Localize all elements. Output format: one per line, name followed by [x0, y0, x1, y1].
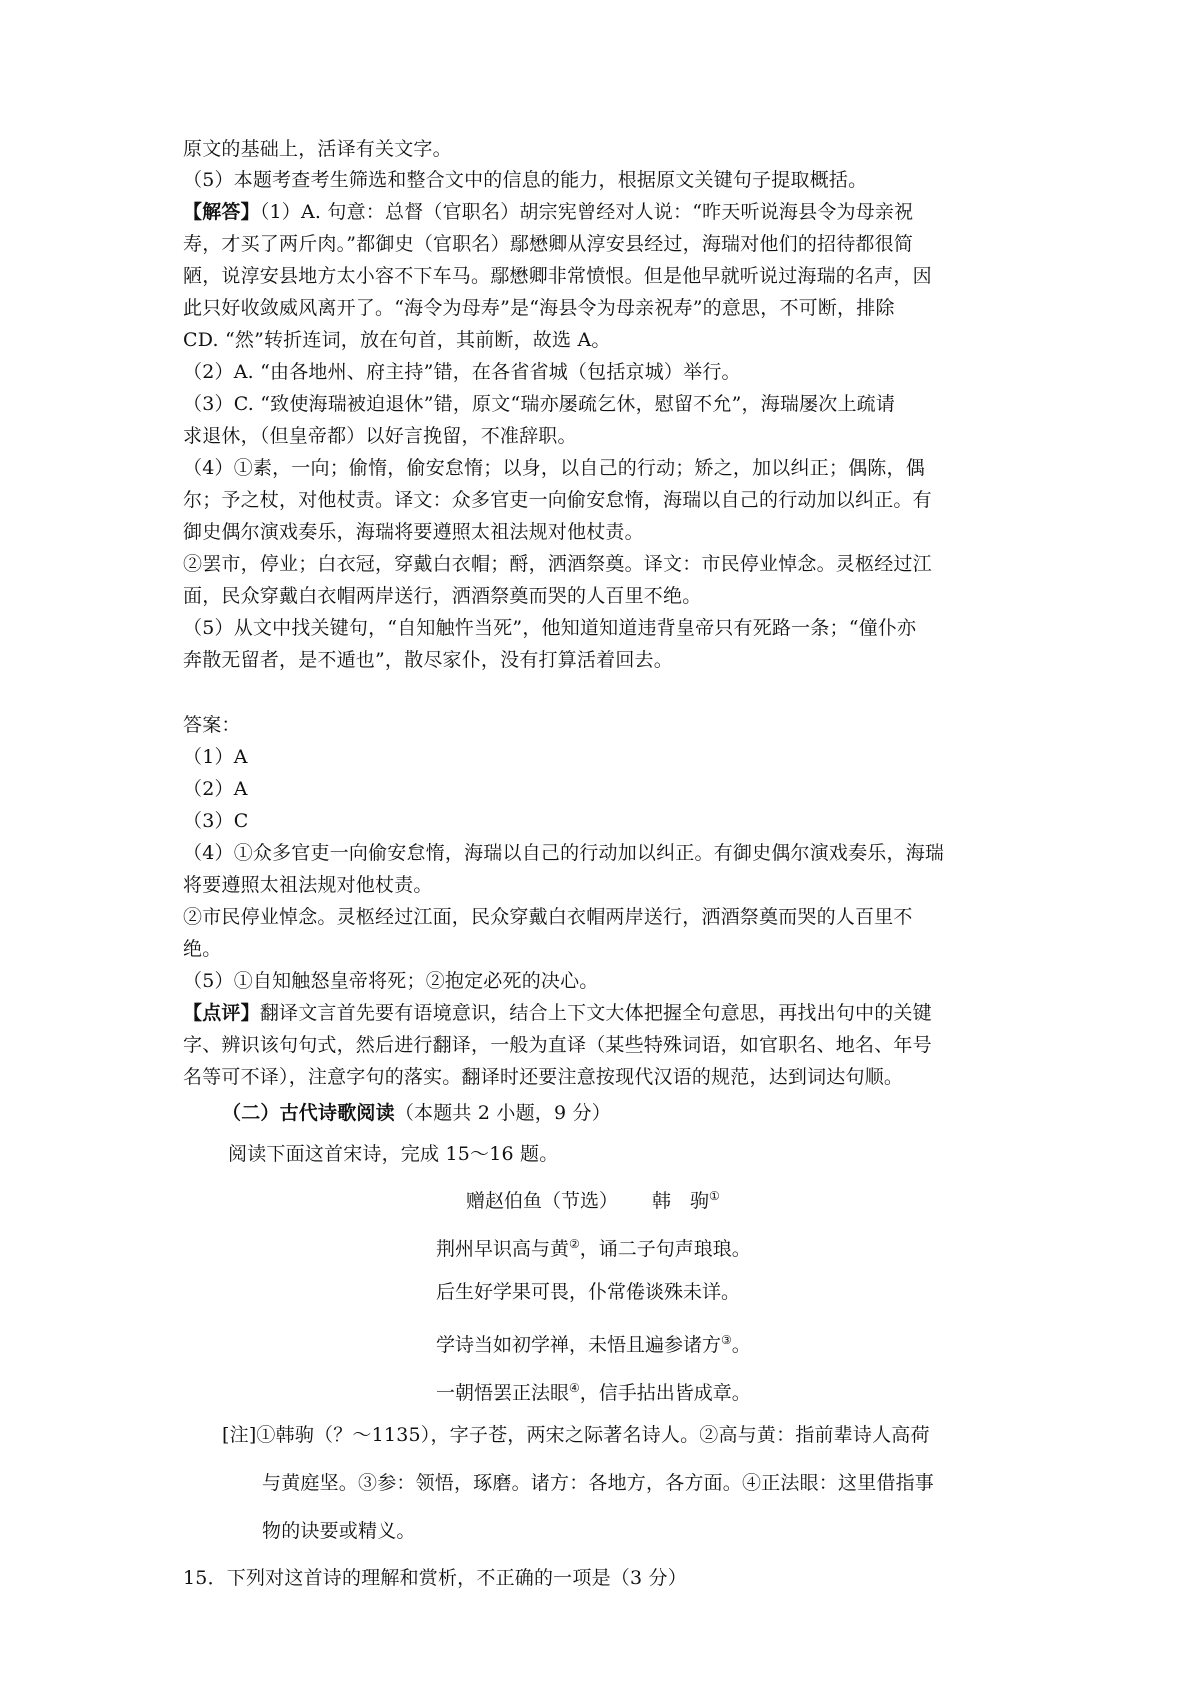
answer-item: 将要遵照太祖法规对他杖责。 — [183, 874, 433, 896]
analysis-line: 御史偶尔演戏奏乐，海瑞将要遵照太祖法规对他杖责。 — [183, 521, 644, 543]
poem-title-line — [466, 1182, 720, 1210]
analysis-line: 陋，说淳安县地方太小容不下车马。鄢懋卿非常愤恨。但是他早就听说过海瑞的名声，因 — [183, 265, 932, 287]
comment-line: 字、辨识该句句式，然后进行翻译，一般为直译（某些特殊词语，如官职名、地名、年号 — [183, 1034, 932, 1056]
answer-label: 【解答】 — [183, 201, 260, 223]
comment-label: 【点评】 — [183, 1002, 260, 1024]
poem-line: 后生好学果可畏，仆常倦谈殊未详。 — [436, 1281, 741, 1303]
answer-item: （3）C — [183, 810, 249, 832]
note-line: 物的诀要或精义。 — [262, 1520, 416, 1542]
comment-line — [183, 999, 932, 1027]
analysis-line: 寿，才买了两斤肉。”都御史（官职名）鄢懋卿从淳安县经过，海瑞对他们的招待都很简 — [183, 233, 914, 255]
poem-line-text: ，信手拈出皆成章。 — [579, 1382, 751, 1404]
poem-line-text: 一朝悟罢正法眼 — [436, 1382, 570, 1404]
analysis-line: 原文的基础上，活译有关文字。 — [183, 138, 452, 160]
analysis-line: （5）从文中找关键句，“自知触忤当死”，他知道知道违背皇帝只有死路一条；“僮仆亦 — [183, 617, 917, 639]
analysis-line: ②罢市，停业；白衣冠，穿戴白衣帽；酹，洒酒祭奠。译文：市民停业悼念。灵柩经过江 — [183, 553, 932, 575]
comment-text: 翻译文言首先要有语境意识，结合上下文大体把握全句意思，再找出句中的关键 — [259, 1002, 932, 1024]
poem-line — [436, 1374, 751, 1402]
note-line: 与黄庭坚。③参：领悟，琢磨。诸方：各地方，各方面。④正法眼：这里借指事 — [262, 1472, 935, 1494]
answer-text: （1）A. 句意：总督（官职名）胡宗宪曾经对人说：“昨天听说海县令为母亲祝 — [259, 201, 914, 223]
answer-item: （5）①自知触怒皇帝将死；②抱定必死的决心。 — [183, 970, 599, 992]
analysis-line: 面，民众穿戴白衣帽两岸送行，洒酒祭奠而哭的人百里不绝。 — [183, 585, 702, 607]
poem-line-text: 学诗当如初学禅，未悟且遍参诸方 — [436, 1334, 722, 1356]
note-line: [注]①韩驹（？～1135），字子苍，两宋之际著名诗人。②高与黄：指前辈诗人高荷 — [222, 1424, 930, 1446]
analysis-line: CD. “然”转折连词，放在句首，其前断，故选 A。 — [183, 329, 611, 351]
comment-line: 名等可不译），注意字句的落实。翻译时还要注意按现代汉语的规范，达到词达句顺。 — [183, 1066, 904, 1088]
answer-item: （2）A — [183, 778, 248, 800]
answer-item: 绝。 — [183, 938, 222, 960]
section-instruction: 阅读下面这首宋诗，完成 15～16 题。 — [228, 1143, 559, 1165]
poem-title: 赠赵伯鱼（节选） — [466, 1190, 619, 1212]
poem-line-text: 。 — [731, 1334, 751, 1356]
section-heading-rest: （本题共 2 小题，9 分） — [394, 1102, 611, 1124]
analysis-line: （4）①素，一向；偷惰，偷安怠惰；以身，以自己的行动；矫之，加以纠正；偶陈，偶 — [183, 457, 925, 479]
analysis-line: （5）本题考查考生筛选和整合文中的信息的能力，根据原文关键句子提取概括。 — [183, 169, 868, 191]
poem-author: 韩 驹 — [652, 1190, 710, 1212]
footnote-marker: ② — [569, 1237, 580, 1251]
analysis-line: （3）C. “致使海瑞被迫退休”错，原文“瑞亦屡疏乞休，慰留不允”，海瑞屡次上疏请 — [183, 393, 896, 415]
analysis-line: 尔；予之杖，对他杖责。译文：众多官吏一向偷安怠惰，海瑞以自己的行动加以纠正。有 — [183, 489, 932, 511]
analysis-line: 求退休，（但皇帝都）以好言挽留，不准辞职。 — [183, 425, 577, 447]
poem-line-text: ，诵二子句声琅琅。 — [579, 1238, 751, 1260]
analysis-line: 奔散无留者，是不遁也”，散尽家仆，没有打算活着回去。 — [183, 649, 673, 671]
answer-item: （1）A — [183, 746, 248, 768]
poem-line — [436, 1230, 751, 1258]
section-heading-bold: （二）古代诗歌阅读 — [222, 1102, 395, 1124]
poem-line — [436, 1326, 751, 1354]
answer-item: ②市民停业悼念。灵柩经过江面，民众穿戴白衣帽两岸送行，洒酒祭奠而哭的人百里不 — [183, 906, 913, 928]
question-15: 15．下列对这首诗的理解和赏析，不正确的一项是（3 分） — [183, 1567, 687, 1589]
footnote-marker: ④ — [569, 1381, 580, 1395]
footnote-marker: ① — [709, 1189, 720, 1203]
poem-line-text: 荆州早识高与黄 — [436, 1238, 570, 1260]
section-heading — [222, 1099, 611, 1127]
footnote-marker: ③ — [721, 1333, 732, 1347]
answer-explanation-line — [183, 198, 913, 226]
answers-title: 答案： — [183, 714, 241, 736]
analysis-line: 此只好收敛威风离开了。“海令为母寿”是“海县令为母亲祝寿”的意思，不可断，排除 — [183, 297, 895, 319]
analysis-line: （2）A. “由各地州、府主持”错，在各省省城（包括京城）举行。 — [183, 361, 741, 383]
answer-item: （4）①众多官吏一向偷安怠惰，海瑞以自己的行动加以纠正。有御史偶尔演戏奏乐，海瑞 — [183, 842, 945, 864]
